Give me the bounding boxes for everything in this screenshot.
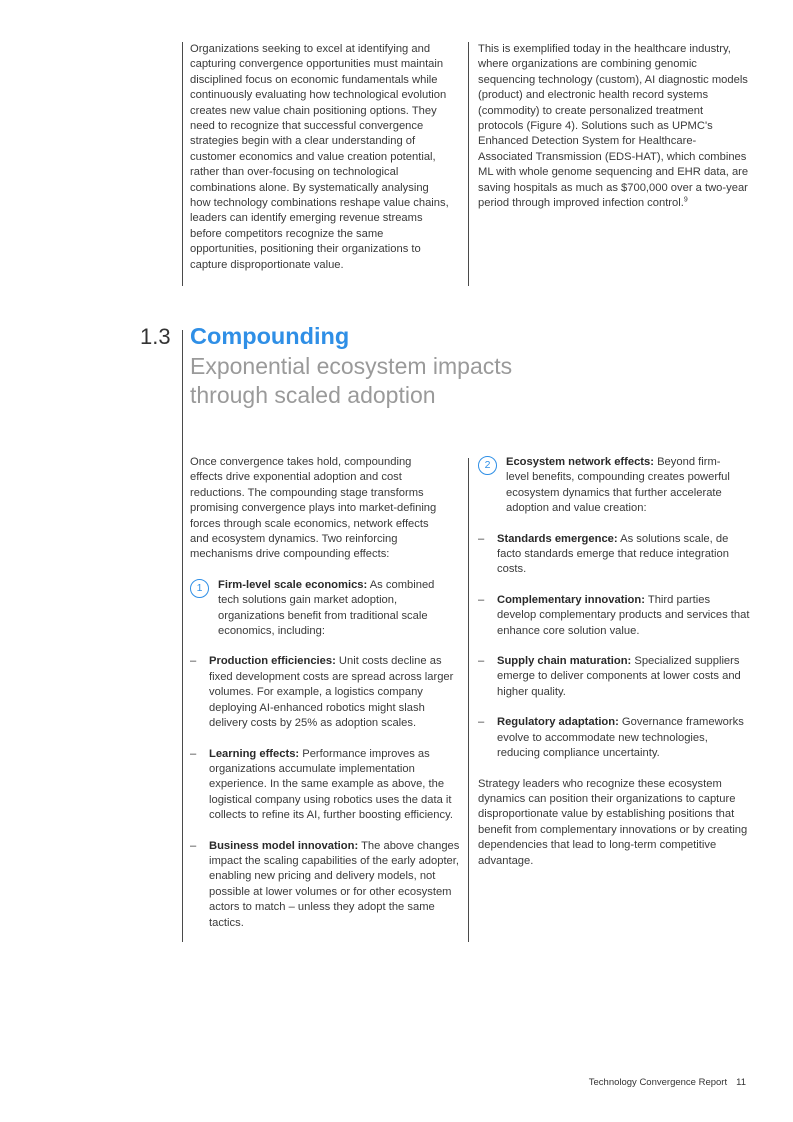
bullet-dash: –	[190, 747, 197, 760]
number-badge: 2	[478, 456, 497, 475]
bullet-item	[190, 747, 460, 824]
bullet-body: Third parties develop complementary products and services that enhance core solution value.	[497, 593, 750, 637]
bullet-dash: –	[190, 655, 197, 668]
bullet-heading: Complementary innovation:	[497, 593, 645, 606]
bullet-text	[497, 715, 750, 761]
top-right-text	[478, 42, 750, 211]
page-footer	[589, 1077, 746, 1088]
bullet-text	[497, 593, 750, 639]
bullet-heading: Learning effects:	[209, 747, 300, 760]
top-left-text: Organizations seeking to excel at identifying and capturing convergence opportunities must maintain disciplined focus on economic fundamentals while continuously evaluating how technological evolution creates new value chain positioning options. They need to recognize that successful convergence strategies begin with a clear understanding of customer economics and value creation potential, rather than over-focusing on technological combinations alone. By systematically analysing how technology combinations reshape value chains, leaders can identify emerging revenue streams before competitors recognize the same opportunities, positioning their organizations to capture disproportionate value.	[190, 43, 449, 271]
bullet-heading: Standards emergence:	[497, 532, 618, 545]
bottom-right-rule	[468, 458, 469, 942]
top-right-paragraph	[478, 42, 750, 211]
bullet-dash: –	[190, 839, 197, 852]
compounding-right-column	[478, 455, 750, 869]
closing-paragraph: Strategy leaders who recognize these ecosystem dynamics can position their organizations to capture disproportionate value by establishing positions that benefit from complementary innovations or by creating dependencies that lead to long-term competitive advantage.	[478, 777, 748, 867]
point-text	[218, 578, 460, 640]
bullet-heading: Regulatory adaptation:	[497, 716, 619, 729]
bullet-dash: –	[478, 716, 485, 729]
point-heading: Ecosystem network effects:	[506, 456, 654, 468]
section-number: 1.3	[140, 324, 171, 349]
bullet-text	[209, 839, 460, 931]
bullet-body: As solutions scale, de facto standards emerge that reduce integration costs.	[497, 532, 729, 576]
bullet-body: Specialized suppliers emerge to deliver components at lower costs and higher quality.	[497, 655, 741, 698]
top-right-body: This is exemplified today in the healthcare industry, where organizations are combining genomic sequencing technology (custom), AI diagnostic models (product) and electronic health record systems (commodity) to create personalized treatment protocols (Figure 4). Solutions such as UPMC's Enhanced Detection System for Healthcare-Associated Transmission (EDS-HAT), which combines ML with whole genome sequencing and EHR data, are saving hospitals as much as $700,000 over a two-year period through improved infection control.	[478, 43, 749, 210]
section-rule	[182, 330, 183, 942]
number-badge: 1	[190, 579, 209, 598]
bullet-item	[478, 715, 750, 761]
bullet-text	[209, 654, 460, 731]
numbered-point-1	[190, 578, 460, 640]
bullet-body: Unit costs decline as fixed development costs are spread across larger volumes. For example, a logistics company deploying AI-enhanced robotics might slash delivery costs by 25% as adoption scales.	[209, 655, 454, 730]
point-heading: Firm-level scale economics:	[218, 578, 368, 591]
bullet-text	[497, 532, 750, 578]
report-title: Technology Convergence Report	[588, 1077, 728, 1088]
bullet-text	[209, 747, 460, 824]
bullet-body: The above changes impact the scaling capabilities of the early adopter, enabling new pricing and delivery models, not possible at lower volumes or for other ecosystem actors to match – unless they adopt the same tactics.	[209, 839, 460, 929]
bullet-text	[497, 654, 750, 700]
page-number: 11	[736, 1077, 746, 1088]
bullet-dash: –	[478, 655, 485, 668]
bullet-item	[190, 654, 460, 731]
top-left-paragraph	[190, 42, 452, 273]
bullet-item	[478, 654, 750, 700]
bullet-item	[478, 593, 750, 639]
bullet-item	[478, 532, 750, 578]
bullet-item	[190, 839, 460, 931]
bullet-heading: Production efficiencies:	[209, 655, 336, 668]
section-title: Compounding	[190, 323, 350, 349]
top-left-rule	[182, 42, 183, 286]
point-text	[506, 455, 750, 517]
numbered-point-2	[478, 455, 750, 517]
bullet-body: Governance frameworks evolve to accommodate new technologies, reducing compliance uncertainty.	[497, 716, 744, 760]
bullet-dash: –	[478, 593, 485, 606]
bullet-heading: Supply chain maturation:	[497, 655, 632, 668]
bullet-heading: Business model innovation:	[209, 839, 359, 852]
compounding-left-column	[190, 455, 460, 931]
bullet-dash: –	[478, 532, 485, 545]
footnote-ref: 9	[683, 196, 688, 204]
top-right-rule	[468, 42, 469, 286]
section-subtitle: Exponential ecosystem impacts through scaled adoption	[190, 353, 513, 408]
intro-paragraph: Once convergence takes hold, compounding effects drive exponential adoption and cost reductions. The compounding stage transforms promising convergence plays into market-defining forces through scale economics, network effects and ecosystem dynamics. Two reinforcing mechanisms drive compounding effects:	[190, 456, 437, 561]
point-body: As combined tech solutions gain market adoption, organizations benefit from traditional scale economics, including:	[218, 578, 435, 638]
bullet-body: Performance improves as organizations accumulate implementation experience. In the same example as above, the logistical company using robotics uses the data it collects to refine its AI, further boosting efficiency.	[209, 747, 453, 822]
point-body: Beyond firm-level benefits, compounding creates powerful ecosystem dynamics that further accelerate adoption and value creation:	[506, 456, 730, 515]
